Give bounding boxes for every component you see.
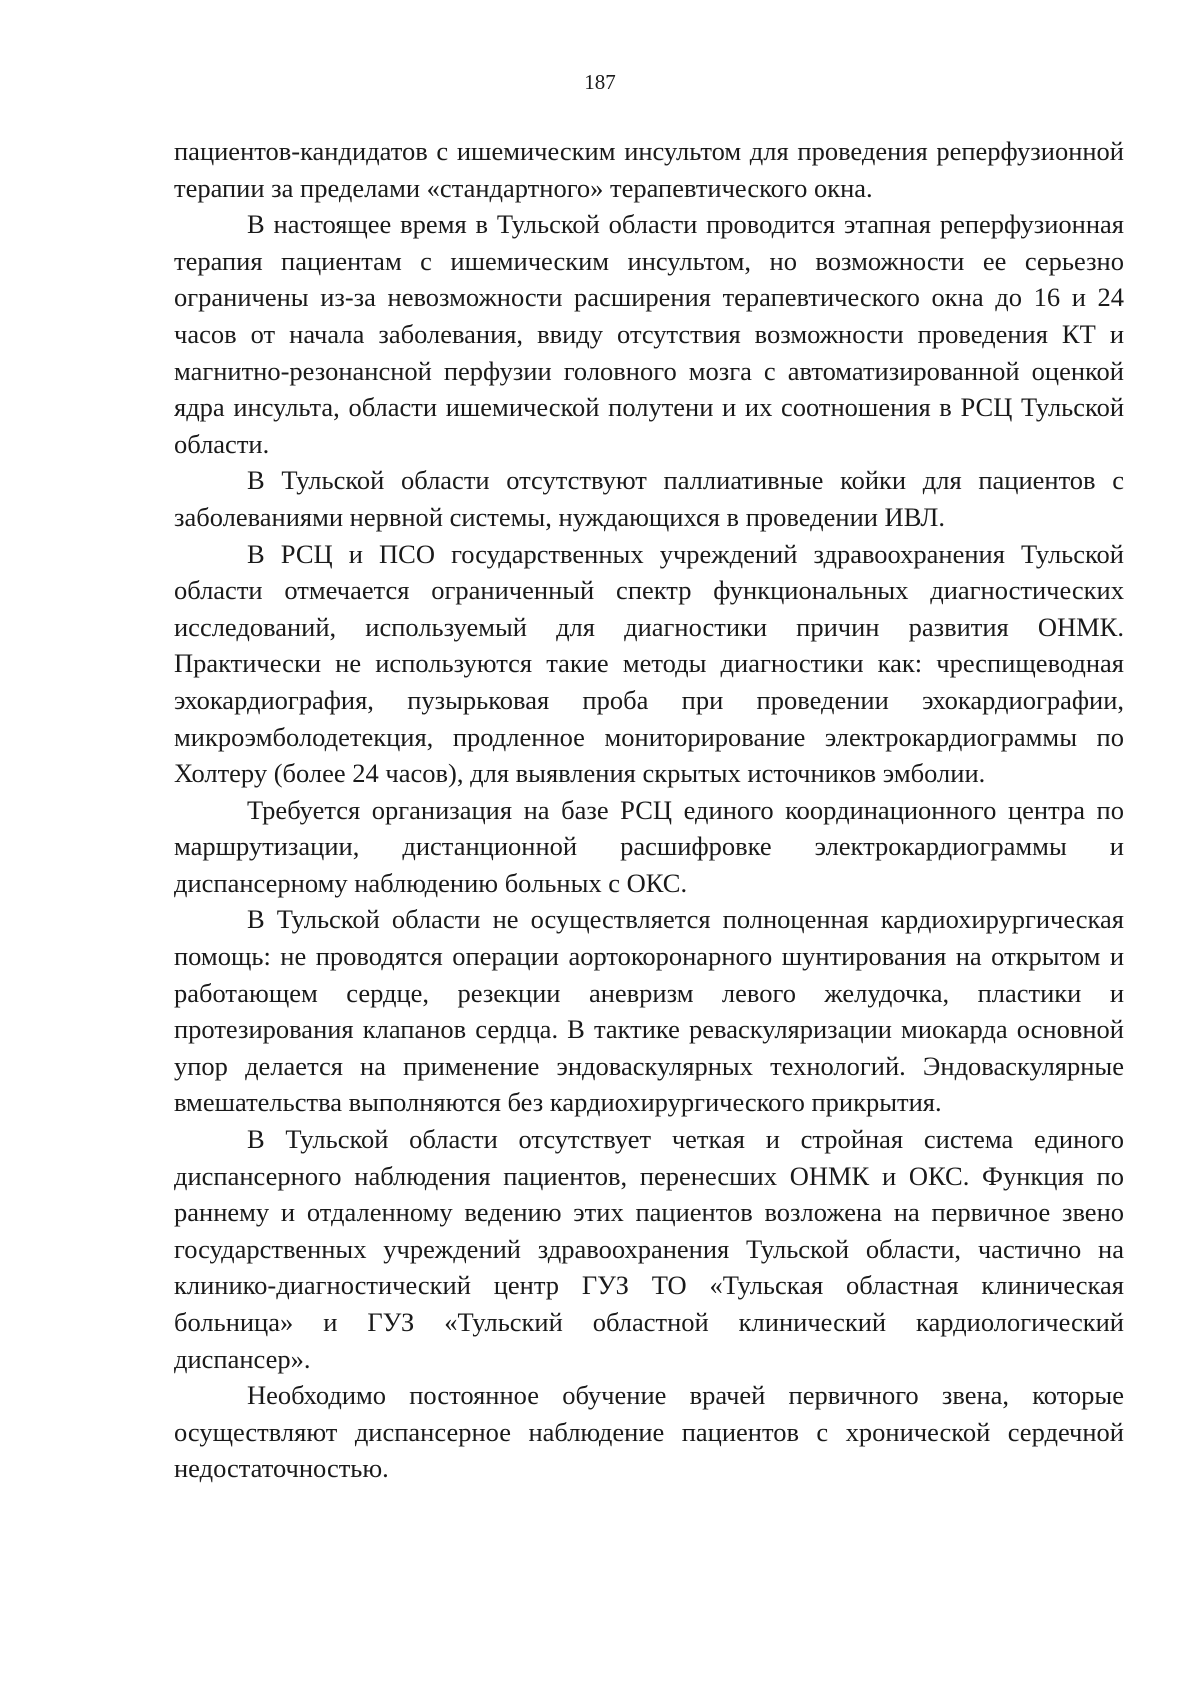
paragraph-diagnostics: В РСЦ и ПСО государственных учреждений здравоохранения Тульской области отмечается ограниченный спектр функциональных диагностических исследований, используемый для диагностики причин развития ОНМК. Практически не используются такие методы диагностики как: чреспищеводная эхокардиография, пузырьковая проба при проведении эхокардиографии, микроэмболодетекция, продленное мониторирование электрокардиограммы по Холтеру (более 24 часов), для выявления скрытых источников эмболии.: [174, 538, 1124, 789]
paragraph-reperfusion-therapy: В настоящее время в Тульской области проводится этапная реперфузионная терапия пациентам с ишемическим инсультом, но возможности ее серьезно ограничены из-за невозможности расширения терапевтического окна до 16 и 24 часов от начала заболевания, ввиду отсутствия возможности проведения КТ и магнитно-резонансной перфузии головного мозга с автоматизированной оценкой ядра инсульта, области ишемической полутени и их соотношения в РСЦ Тульской области.: [174, 209, 1124, 459]
paragraph-dispensary-observation: В Тульской области отсутствует четкая и стройная система единого диспансерного наблюдения пациентов, перенесших ОНМК и ОКС. Функция по раннему и отдаленному ведению этих пациентов возложена на первичное звено государственных учреждений здравоохранения Тульской области, частично на клинико-диагностический центр ГУЗ ТО «Тульская областная клиническая больница» и ГУЗ «Тульский областной клинический кардиологический диспансер».: [174, 1124, 1124, 1374]
paragraph-physician-training: Необходимо постоянное обучение врачей первичного звена, которые осуществляют диспансерное наблюдение пациентов с хронической сердечной недостаточностью.: [174, 1380, 1124, 1484]
paragraph-coordination-center: Требуется организация на базе РСЦ единого координационного центра по маршрутизации, дистанционной расшифровке электрокардиограммы и диспансерному наблюдению больных с ОКС.: [174, 794, 1124, 898]
paragraph-continuation: пациентов-кандидатов с ишемическим инсультом для проведения реперфузионной терапии за пределами «стандартного» терапевтического окна.: [174, 136, 1124, 203]
paragraph-palliative-beds: В Тульской области отсутствуют паллиативные койки для пациентов с заболеваниями нервной системы, нуждающихся в проведении ИВЛ.: [174, 465, 1124, 532]
document-body: [174, 133, 1124, 1487]
paragraph-cardiac-surgery: В Тульской области не осуществляется полноценная кардиохирургическая помощь: не проводятся операции аортокоронарного шунтирования на открытом и работающем сердце, резекции аневризм левого желудочка, пластики и протезирования клапанов сердца. В тактике реваскуляризации миокарда основной упор делается на применение эндоваскулярных технологий. Эндоваскулярные вмешательства выполняются без кардиохирургического прикрытия.: [174, 904, 1124, 1118]
page-number: 187: [584, 70, 616, 94]
